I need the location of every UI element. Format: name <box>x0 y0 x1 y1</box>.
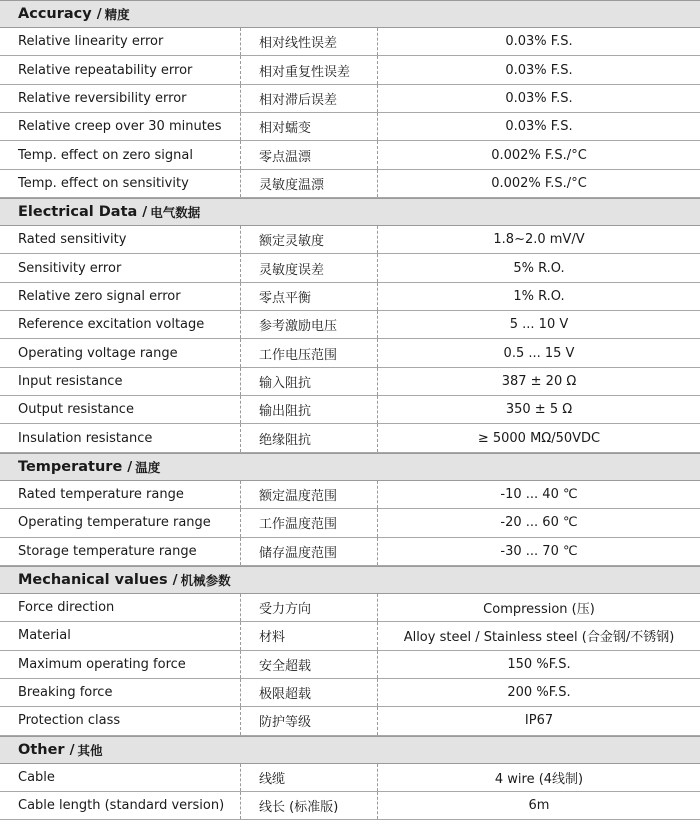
parameter-value: 5% R.O. <box>513 260 565 276</box>
parameter-value: 4 wire (4线制) <box>494 771 584 787</box>
parameter-name-en: Protection class <box>18 713 121 729</box>
parameter-name-en: Force direction <box>18 600 115 616</box>
spec-row <box>0 679 700 707</box>
spec-row <box>0 509 700 537</box>
parameter-name-en: Output resistance <box>18 402 134 418</box>
parameter-name-en: Material <box>18 628 71 644</box>
parameter-name-zh: 材料 <box>240 622 378 649</box>
parameter-name-zh: 防护等级 <box>240 707 378 734</box>
parameter-value: 0.002% F.S./°C <box>491 175 587 191</box>
parameter-value: -10 ... 40 ℃ <box>500 486 578 502</box>
parameter-name-zh: 受力方向 <box>240 594 378 621</box>
spec-row <box>0 311 700 339</box>
parameter-name-en: Input resistance <box>18 373 123 389</box>
parameter-name-zh: 相对滞后误差 <box>240 85 378 112</box>
spec-row <box>0 368 700 396</box>
parameter-name-en: Relative zero signal error <box>18 288 181 304</box>
spec-row <box>0 707 700 735</box>
parameter-name-zh: 参考激励电压 <box>240 311 378 338</box>
parameter-value: IP67 <box>524 713 554 729</box>
parameter-name-zh: 安全超载 <box>240 651 378 678</box>
parameter-name-zh: 输出阻抗 <box>240 396 378 423</box>
spec-row <box>0 254 700 282</box>
parameter-name-zh: 储存温度范围 <box>240 538 378 565</box>
parameter-name-zh: 工作温度范围 <box>240 509 378 536</box>
parameter-name-en: Operating voltage range <box>18 345 178 361</box>
section-header <box>0 0 700 28</box>
parameter-name-zh: 零点平衡 <box>240 283 378 310</box>
parameter-value: Alloy steel / Stainless steel (合金钢/不锈钢) <box>403 630 675 646</box>
section-title-zh: 温度 <box>135 459 161 475</box>
parameter-name-zh: 灵敏度温漂 <box>240 170 378 197</box>
parameter-value: 5 ... 10 V <box>509 317 569 333</box>
parameter-value: 0.5 ... 15 V <box>503 345 575 361</box>
parameter-value: 200 %F.S. <box>507 685 571 701</box>
parameter-name-en: Rated temperature range <box>18 486 184 502</box>
spec-row <box>0 283 700 311</box>
spec-row <box>0 424 700 452</box>
section-header <box>0 566 700 594</box>
parameter-name-en: Storage temperature range <box>18 543 197 559</box>
parameter-value: ≥ 5000 MΩ/50VDC <box>477 430 601 446</box>
parameter-name-zh: 额定灵敏度 <box>240 226 378 253</box>
parameter-name-zh: 输入阻抗 <box>240 368 378 395</box>
section-title-zh: 电气数据 <box>150 205 201 221</box>
parameter-value: 350 ± 5 Ω <box>505 402 573 418</box>
spec-row <box>0 481 700 509</box>
spec-row <box>0 651 700 679</box>
parameter-name-en: Relative creep over 30 minutes <box>18 119 222 135</box>
parameter-value: -30 ... 70 ℃ <box>500 543 578 559</box>
spec-row <box>0 85 700 113</box>
spec-row <box>0 113 700 141</box>
parameter-value: 1% R.O. <box>513 288 565 304</box>
parameter-value: 0.03% F.S. <box>505 62 573 78</box>
parameter-value: 0.03% F.S. <box>505 34 573 50</box>
parameter-name-en: Breaking force <box>18 685 113 701</box>
spec-row <box>0 28 700 56</box>
parameter-name-en: Reference excitation voltage <box>18 317 205 333</box>
parameter-name-en: Operating temperature range <box>18 515 211 531</box>
section-title-zh: 精度 <box>104 7 130 22</box>
spec-row <box>0 792 700 820</box>
parameter-name-en: Rated sensitivity <box>18 232 127 248</box>
parameter-value: 0.03% F.S. <box>505 90 573 106</box>
section-title-separator: / <box>142 204 148 221</box>
parameter-name-zh: 极限超载 <box>240 679 378 706</box>
parameter-name-en: Relative reversibility error <box>18 90 187 106</box>
spec-row <box>0 622 700 650</box>
parameter-value: 0.03% F.S. <box>505 119 573 135</box>
parameter-name-zh: 相对重复性误差 <box>240 56 378 83</box>
parameter-name-zh: 零点温漂 <box>240 141 378 168</box>
parameter-name-en: Cable <box>18 769 55 785</box>
parameter-name-zh: 工作电压范围 <box>240 339 378 366</box>
spec-row <box>0 226 700 254</box>
spec-row <box>0 339 700 367</box>
parameter-name-zh: 相对线性误差 <box>240 28 378 55</box>
spec-row <box>0 594 700 622</box>
section-title-separator: / <box>172 571 178 588</box>
spec-row <box>0 141 700 169</box>
section-header <box>0 453 700 481</box>
section-title-en: Temperature <box>18 458 123 475</box>
parameter-name-zh: 线长 (标准版) <box>240 792 378 819</box>
parameter-name-en: Cable length (standard version) <box>18 798 225 814</box>
spec-row <box>0 396 700 424</box>
section-title-zh: 其他 <box>77 742 103 758</box>
parameter-name-en: Maximum operating force <box>18 656 186 672</box>
section-title-en: Electrical Data <box>18 204 138 221</box>
parameter-name-en: Temp. effect on sensitivity <box>18 175 189 191</box>
parameter-name-zh: 相对蠕变 <box>240 113 378 140</box>
parameter-value: 387 ± 20 Ω <box>501 373 577 389</box>
parameter-value: Compression (压) <box>483 602 595 618</box>
section-title-en: Other <box>18 741 65 758</box>
spec-row <box>0 56 700 84</box>
section-title-separator: / <box>96 6 102 22</box>
section-header <box>0 198 700 226</box>
parameter-name-zh: 绝缘阻抗 <box>240 424 378 451</box>
spec-row <box>0 764 700 792</box>
section-title-zh: 机械参数 <box>180 572 231 588</box>
parameter-name-en: Sensitivity error <box>18 260 122 276</box>
section-title-separator: / <box>69 741 75 758</box>
parameter-value: -20 ... 60 ℃ <box>500 515 578 531</box>
parameter-name-zh: 额定温度范围 <box>240 481 378 508</box>
section-header <box>0 736 700 764</box>
parameter-name-en: Temp. effect on zero signal <box>18 147 193 163</box>
section-title-separator: / <box>127 458 133 475</box>
parameter-value: 6m <box>528 798 550 814</box>
parameter-name-en: Relative repeatability error <box>18 62 193 78</box>
section-title-en: Mechanical values <box>18 571 168 588</box>
parameter-value: 150 %F.S. <box>507 656 571 672</box>
parameter-value: 1.8~2.0 mV/V <box>493 232 585 248</box>
section-title-en: Accuracy <box>18 6 92 22</box>
parameter-name-en: Insulation resistance <box>18 430 153 446</box>
parameter-name-zh: 线缆 <box>240 764 378 791</box>
parameter-name-en: Relative linearity error <box>18 34 164 50</box>
parameter-name-zh: 灵敏度误差 <box>240 254 378 281</box>
spec-row <box>0 170 700 198</box>
spec-row <box>0 538 700 566</box>
parameter-value: 0.002% F.S./°C <box>491 147 587 163</box>
